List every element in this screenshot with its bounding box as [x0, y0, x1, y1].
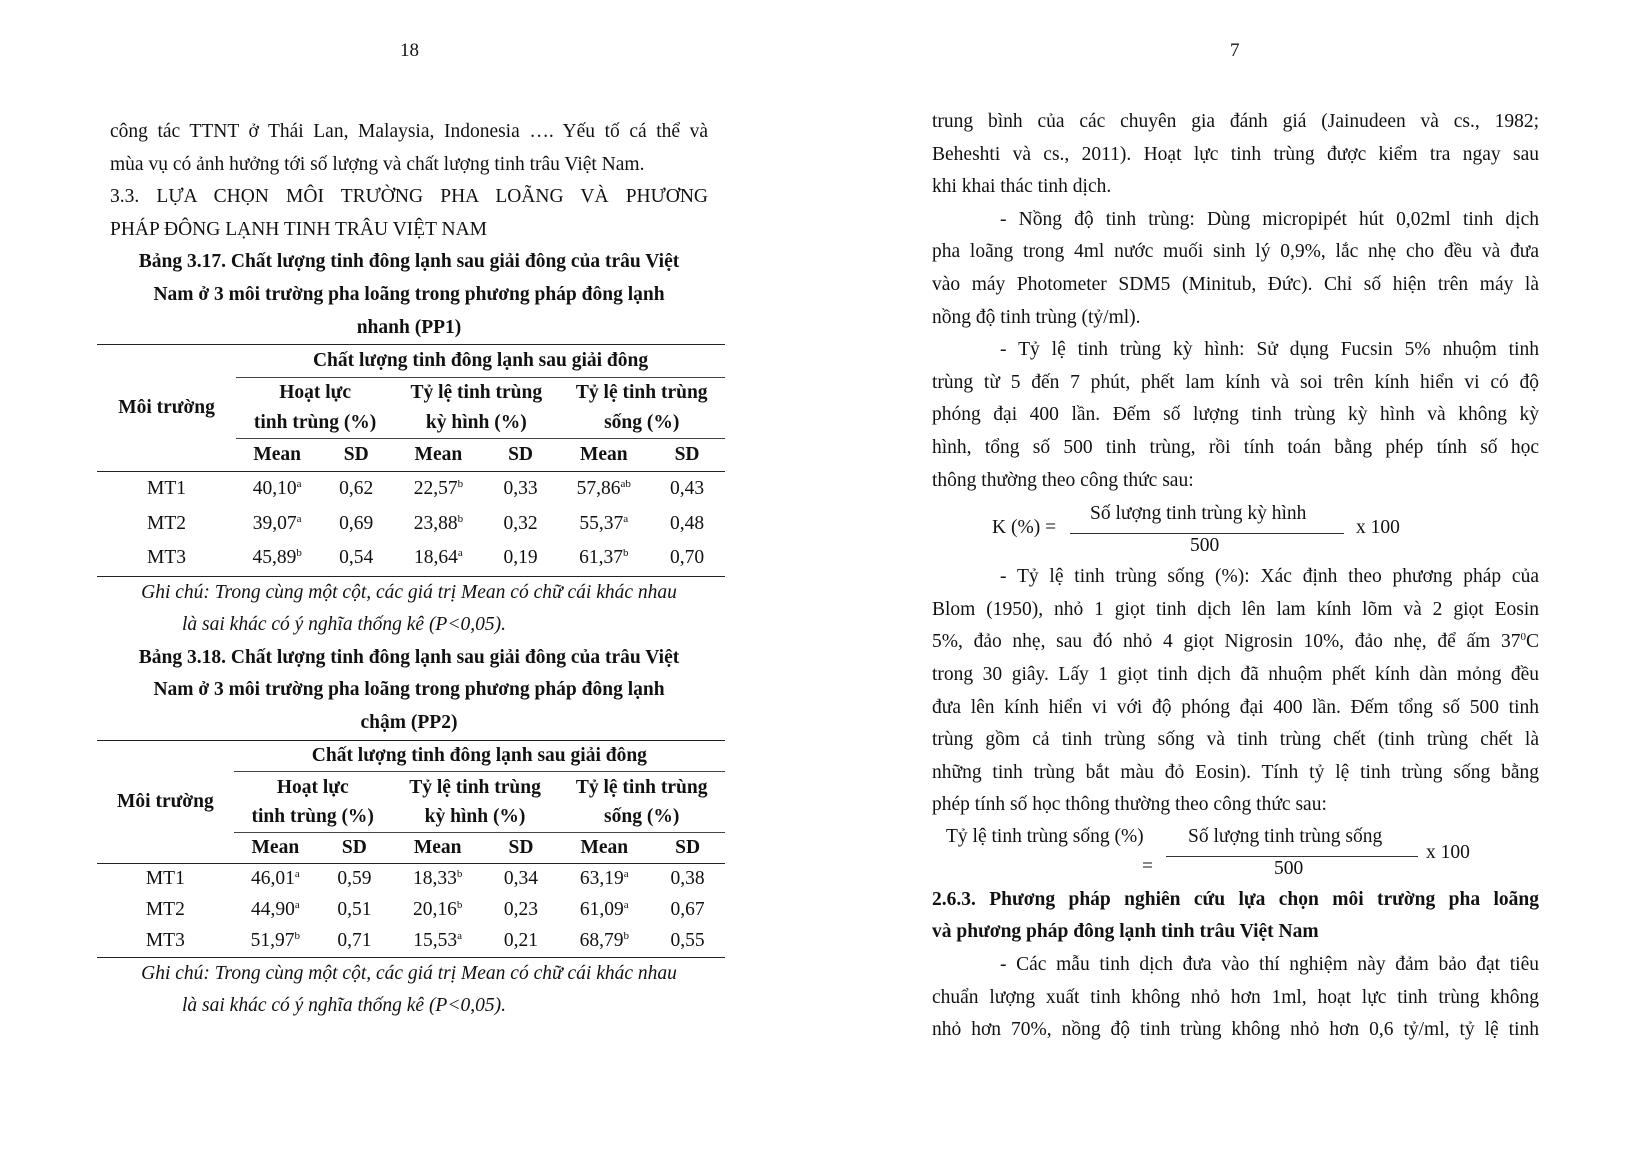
data-table-3-17 — [97, 344, 725, 577]
mean-cell — [392, 926, 484, 958]
table-row — [97, 926, 725, 958]
sig-letter: b — [623, 930, 629, 943]
row-label: MT2 — [145, 899, 185, 921]
table-row — [97, 507, 725, 542]
sd-cell: 0,59 — [337, 868, 372, 890]
mean-cell — [234, 895, 317, 926]
paragraph-line: chuẩn lượng xuất tinh không nhỏ hơn 1ml, hoạt lực tinh trùng không — [932, 986, 1539, 1008]
value: 68,79 — [579, 930, 624, 952]
header-line: Tỷ lệ tinh trùng — [575, 776, 708, 798]
table-caption — [110, 642, 708, 740]
sd-cell: 0,34 — [503, 868, 539, 890]
paragraph-line: - Các mẫu tinh dịch đưa vào thí nghiệm này đảm bảo đạt tiêu — [1000, 954, 1539, 976]
value: 61,09 — [579, 899, 624, 921]
header-line: sống (%) — [604, 412, 680, 434]
formula-equals: = — [1142, 855, 1153, 877]
row-label: MT3 — [97, 541, 236, 576]
note-line: Ghi chú: Trong cùng một cột, các giá trị Mean có chữ cái khác nhau — [141, 581, 677, 603]
paragraph-line — [932, 626, 1539, 659]
column-group-header: Chất lượng tinh đông lạnh sau giải đông — [234, 740, 725, 771]
value: 39,07 — [252, 512, 297, 534]
header-line: Tỷ lệ tinh trùng — [410, 382, 543, 404]
row-label: MT3 — [97, 926, 234, 958]
sig-letter: b — [456, 899, 463, 912]
value: 61,37 — [579, 547, 623, 569]
sd-cell: 0,23 — [503, 899, 539, 921]
sig-letter: b — [456, 868, 463, 881]
table-row — [97, 541, 725, 576]
section-heading: PHÁP ĐÔNG LẠNH TINH TRÂU VIỆT NAM — [110, 218, 488, 240]
row-header: Môi trường — [97, 740, 234, 863]
sig-letter: a — [296, 478, 302, 491]
mean-cell — [394, 541, 483, 576]
value: 20,16 — [412, 899, 457, 921]
table-row — [97, 472, 725, 507]
caption-line: nhanh (PP1) — [356, 316, 462, 338]
paragraph-line: thông thường theo công thức sau: — [932, 469, 1194, 491]
header-line: Hoạt lực — [279, 382, 351, 404]
value: 63,19 — [579, 868, 624, 890]
paragraph-line: phóng đại 400 lần. Đếm số lượng tinh trùng kỳ hình và không kỳ — [932, 404, 1539, 426]
formula-denominator: 500 — [1274, 857, 1304, 879]
sig-letter: b — [296, 547, 302, 560]
sig-letter: a — [623, 868, 629, 881]
mean-cell — [558, 507, 649, 542]
header-line: tinh trùng (%) — [253, 412, 377, 434]
mean-cell — [234, 926, 317, 958]
page-number: 18 — [400, 40, 419, 61]
mean-header: Mean — [394, 439, 483, 472]
mean-header: Mean — [234, 832, 317, 863]
sd-cell: 0,70 — [649, 541, 725, 576]
sd-cell: 0,43 — [669, 478, 705, 500]
value: 23,88 — [413, 512, 458, 534]
value: 45,89 — [252, 547, 297, 569]
paragraph-line: trong 30 giây. Lấy 1 giọt tinh dịch đã nhuộm phết kính dàn mỏng đều — [932, 663, 1539, 685]
sig-letter: a — [294, 868, 300, 881]
paragraph-line: phép tính số học thông thường theo công thức sau: — [932, 794, 1327, 816]
mean-header: Mean — [558, 439, 649, 472]
sig-letter: a — [294, 899, 300, 912]
paragraph-line: trùng từ 5 đến 7 phút, phết lam kính và soi trên kính hiển vi có độ — [932, 371, 1539, 393]
value: 55,37 — [579, 512, 624, 534]
table-row — [97, 863, 725, 895]
mean-cell — [236, 472, 318, 507]
paragraph-line: - Tỷ lệ tinh trùng sống (%): Xác định theo phương pháp của — [1000, 566, 1539, 588]
sig-letter: b — [294, 930, 301, 943]
row-label: MT1 — [147, 478, 187, 500]
sig-letter: b — [457, 512, 464, 525]
value: 46,01 — [250, 868, 295, 890]
column-header — [236, 378, 394, 439]
paragraph-line: Beheshti và cs., 2011). Hoạt lực tinh trùng được kiểm tra ngay sau — [932, 143, 1539, 165]
data-table-3-18 — [97, 740, 725, 958]
subsection-heading: và phương pháp đông lạnh tinh trâu Việt Nam — [932, 921, 1319, 943]
sd-cell: 0,67 — [670, 899, 705, 921]
sig-letter: a — [623, 899, 629, 912]
header-line: Tỷ lệ tinh trùng — [575, 382, 708, 404]
mean-cell — [558, 895, 650, 926]
table-caption — [110, 246, 708, 344]
formula-abnormal-rate — [932, 497, 1539, 561]
sd-cell: 0,71 — [317, 926, 392, 958]
value: 40,10 — [252, 478, 297, 500]
column-group-header: Chất lượng tinh đông lạnh sau giải đông — [236, 345, 725, 378]
sig-letter: a — [623, 512, 629, 525]
fraction-line — [1070, 533, 1344, 534]
value: 18,33 — [412, 868, 457, 890]
subsection-heading: 2.6.3. Phương pháp nghiên cứu lựa chọn môi trường pha loãng — [932, 888, 1539, 910]
mean-header: Mean — [236, 439, 318, 472]
fraction-line — [1166, 856, 1418, 857]
formula-numerator: Số lượng tinh trùng kỳ hình — [1090, 503, 1307, 525]
caption-line: Nam ở 3 môi trường pha loãng trong phương pháp đông lạnh — [153, 679, 665, 701]
header-line: tinh trùng (%) — [251, 805, 374, 827]
sd-header: SD — [484, 832, 559, 863]
value: 44,90 — [250, 899, 295, 921]
paragraph-line: nhỏ hơn 70%, nồng độ tinh trùng không nhỏ hơn 0,6 tỷ/ml, tỷ lệ tinh — [932, 1019, 1539, 1041]
row-label: MT2 — [147, 512, 187, 534]
formula-lhs: K (%) = — [992, 517, 1057, 539]
formula-numerator: Số lượng tinh trùng sống — [1188, 825, 1383, 847]
column-header — [558, 378, 725, 439]
paragraph-line: pha loãng trong 4ml nước muối sinh lý 0,9%, lắc nhẹ cho đều và đưa — [932, 241, 1539, 263]
sd-cell: 0,54 — [318, 541, 394, 576]
sig-letter: b — [457, 478, 464, 491]
column-header — [392, 771, 559, 832]
sd-header: SD — [650, 832, 725, 863]
caption-line: Bảng 3.17. Chất lượng tinh đông lạnh sau giải đông của trâu Việt — [138, 251, 680, 273]
paragraph-line: Blom (1950), nhỏ 1 giọt tinh dịch lên lam kính lõm và 2 giọt Eosin — [932, 598, 1539, 620]
caption-line: Bảng 3.18. Chất lượng tinh đông lạnh sau giải đông của trâu Việt — [138, 646, 680, 668]
sd-cell: 0,21 — [484, 926, 559, 958]
value: 51,97 — [250, 930, 295, 952]
header-line: Hoạt lực — [276, 776, 349, 798]
paragraph-line: công tác TTNT ở Thái Lan, Malaysia, Indonesia …. Yếu tố cá thể và — [110, 121, 708, 142]
formula-lhs: Tỷ lệ tinh trùng sống (%) — [946, 825, 1144, 847]
mean-cell — [236, 541, 318, 576]
header-line: kỳ hình (%) — [424, 805, 526, 827]
table-row — [97, 895, 725, 926]
sig-letter: a — [457, 547, 463, 560]
formula-denominator: 500 — [1190, 535, 1220, 557]
paragraph-line: vào máy Photometer SDM5 (Minitub, Đức). Chỉ số hiện trên máy là — [932, 273, 1539, 295]
value: 57,86 — [576, 478, 621, 500]
right-page — [818, 0, 1637, 1157]
sd-cell: 0,38 — [670, 868, 705, 890]
sd-cell: 0,19 — [483, 541, 559, 576]
sd-header: SD — [649, 439, 725, 472]
sd-header: SD — [317, 832, 392, 863]
column-header — [234, 771, 392, 832]
mean-cell — [236, 507, 318, 542]
sig-letter: a — [296, 512, 302, 525]
row-label: MT1 — [145, 868, 185, 890]
table-note — [110, 958, 708, 1023]
mean-header: Mean — [558, 832, 650, 863]
section-heading: 3.3. LỰA CHỌN MÔI TRƯỜNG PHA LOÃNG VÀ PHƯƠNG — [110, 186, 708, 208]
note-line: Ghi chú: Trong cùng một cột, các giá trị Mean có chữ cái khác nhau — [141, 962, 677, 984]
left-page — [0, 0, 818, 1157]
mean-cell — [558, 863, 650, 895]
paragraph-line: nồng độ tinh trùng (tỷ/ml). — [932, 306, 1141, 328]
paragraph-line: - Nồng độ tinh trùng: Dùng micropipét hút 0,02ml tinh dịch — [1000, 208, 1539, 230]
left-content — [110, 116, 708, 1023]
paragraph-line: mùa vụ có ảnh hưởng tới số lượng và chất lượng tinh trâu Việt Nam. — [110, 153, 645, 175]
row-header: Môi trường — [97, 345, 236, 472]
sd-header: SD — [483, 439, 559, 472]
paragraph-line: khi khai thác tinh dịch. — [932, 176, 1112, 198]
sd-cell: 0,51 — [337, 899, 372, 921]
paragraph-line: hình, tổng số 500 tinh trùng, rồi tính toán bằng phép tính số học — [932, 436, 1539, 458]
header-line: kỳ hình (%) — [425, 412, 527, 434]
sig-letter: b — [622, 547, 629, 560]
sd-cell: 0,33 — [503, 478, 538, 500]
sig-letter: ab — [620, 478, 631, 491]
mean-cell — [392, 895, 484, 926]
header-line: sống (%) — [604, 805, 680, 827]
table-note — [110, 577, 708, 642]
mean-cell — [234, 863, 317, 895]
sd-cell: 0,55 — [650, 926, 725, 958]
paragraph-line: trung bình của các chuyên gia đánh giá (Jainudeen và cs., 1982; — [932, 111, 1539, 132]
formula-multiplier: x 100 — [1426, 841, 1470, 863]
note-line: là sai khác có ý nghĩa thống kê (P<0,05). — [182, 614, 506, 636]
paragraph-line: - Tỷ lệ tinh trùng kỳ hình: Sử dụng Fucsin 5% nhuộm tinh — [1000, 339, 1539, 361]
right-content — [932, 106, 1539, 1047]
text: C — [1525, 631, 1539, 653]
formula-live-rate — [932, 822, 1539, 884]
text: 5%, đảo nhẹ, sau đó nhỏ 4 giọt Nigrosin 10%, đảo nhẹ, để ấm 37 — [932, 631, 1521, 653]
mean-cell — [394, 507, 483, 542]
caption-line: Nam ở 3 môi trường pha loãng trong phương pháp đông lạnh — [153, 283, 665, 305]
sd-cell: 0,62 — [339, 478, 374, 500]
paragraph-line: những tinh trùng bắt màu đỏ Eosin). Tính tỷ lệ tinh trùng sống bằng — [932, 761, 1539, 783]
mean-cell — [558, 541, 649, 576]
header-line: Tỷ lệ tinh trùng — [409, 776, 541, 798]
column-header — [394, 378, 558, 439]
paragraph-line: đưa lên kính hiển vi với độ phóng đại 400 lần. Đếm tổng số 500 tinh — [932, 696, 1539, 718]
value: 15,53 — [413, 930, 458, 952]
formula-multiplier: x 100 — [1356, 517, 1400, 539]
value: 22,57 — [413, 478, 458, 500]
caption-line: chậm (PP2) — [360, 712, 458, 734]
sd-cell: 0,32 — [503, 512, 538, 534]
sig-letter: a — [457, 930, 463, 943]
note-line: là sai khác có ý nghĩa thống kê (P<0,05). — [182, 995, 506, 1017]
sd-header: SD — [318, 439, 394, 472]
sd-cell: 0,69 — [339, 512, 374, 534]
page-number: 7 — [1230, 40, 1240, 61]
superscript: 0 — [1520, 631, 1526, 644]
mean-cell — [394, 472, 483, 507]
mean-cell — [558, 926, 650, 958]
mean-cell — [558, 472, 649, 507]
column-header — [558, 771, 725, 832]
paragraph-line: trùng gồm cả tinh trùng sống và tinh trùng chết (tinh trùng chết là — [932, 729, 1539, 751]
sd-cell: 0,48 — [669, 512, 705, 534]
value: 18,64 — [413, 547, 458, 569]
mean-cell — [392, 863, 484, 895]
mean-header: Mean — [392, 832, 484, 863]
